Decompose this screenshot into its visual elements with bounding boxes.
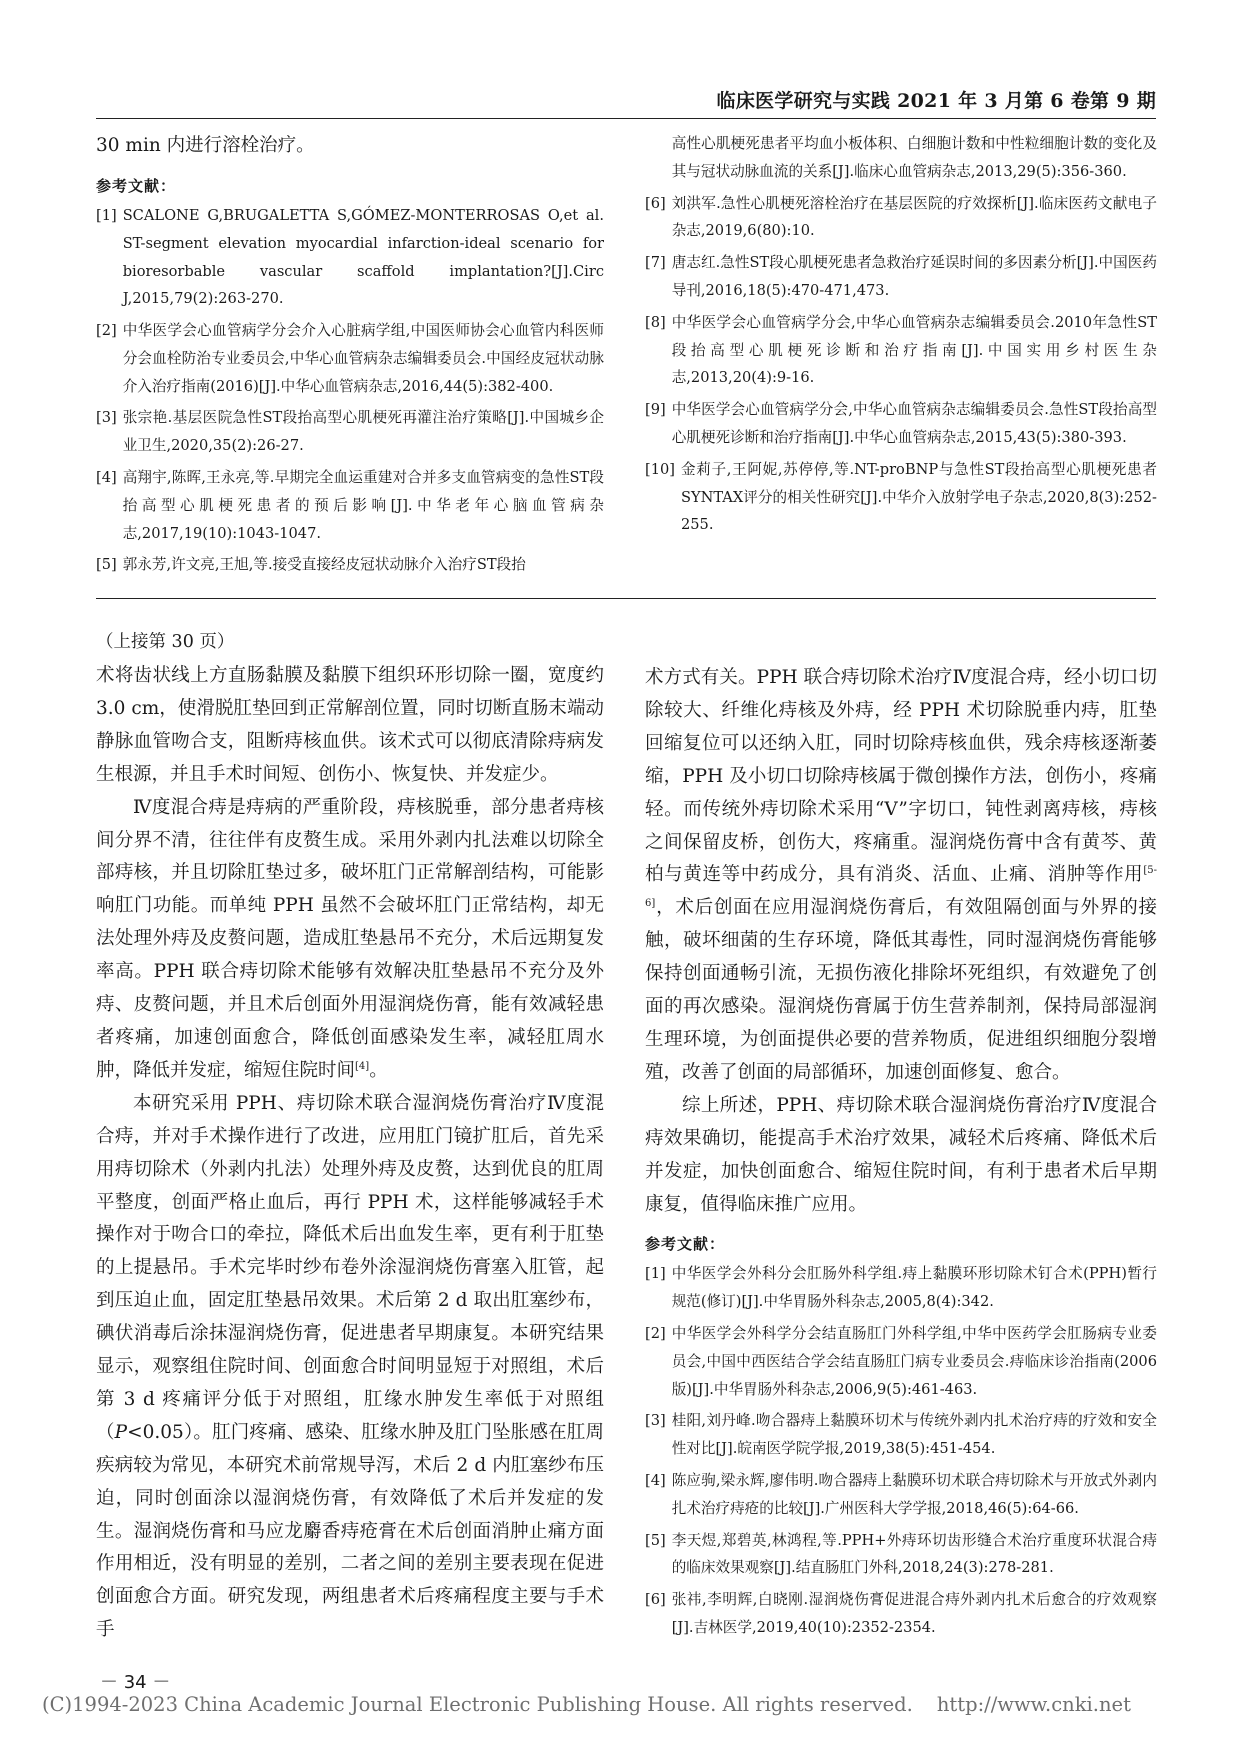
- reference-item-continued: [645, 130, 1157, 186]
- reference-text: 郭永芳,许文亮,王旭,等.接受直接经皮冠状动脉介入治疗ST段抬: [122, 556, 526, 574]
- copyright-text: (C)1994-2023 China Academic Journal Electronic Publishing House. All rights reserved.: [42, 1693, 913, 1716]
- reference-item: [645, 1407, 1157, 1463]
- page-number: － 34 －: [100, 1672, 171, 1693]
- reference-number: [8]: [645, 313, 666, 331]
- reference-item: [96, 317, 604, 400]
- reference-number: [10]: [645, 460, 675, 478]
- reference-item: [645, 249, 1157, 305]
- running-header: [96, 84, 1156, 119]
- reference-number: [6]: [645, 1591, 666, 1609]
- reference-text: 李天煜,郑碧英,林鸿程,等.PPH+外痔环切齿形缝合术治疗重度环状混合痔的临床效果观察[J].结直肠肛门外科,2018,24(3):278-281.: [671, 1531, 1157, 1577]
- reference-number: [9]: [645, 401, 666, 419]
- reference-item: [96, 202, 604, 313]
- reference-number: [4]: [96, 469, 117, 487]
- paragraph: [645, 662, 1157, 1090]
- paragraph-text: <0.05）。肛门疼痛、感染、肛缘水肿及肛门坠胀感在肛周疾病较为常见，本研究术前常规导泻，术后 2 d 内肛塞纱布压迫，同时创面涂以湿润烧伤膏，有效降低了术后并发症的发生。湿润烧伤膏和马应龙麝香痔疮膏在术后创面消肿止痛方面作用相近，没有明显的差别，二者之间的差别主要表现在促进创面愈合方面。研究发现，两组患者术后疼痛程度主要与手术手: [96, 1421, 604, 1641]
- reference-number: [2]: [96, 322, 117, 340]
- reference-text: 桂阳,刘丹峰.吻合器痔上黏膜环切术与传统外剥内扎术治疗痔的疗效和安全性对比[J].皖南医学院学报,2019,38(5):451-454.: [671, 1412, 1157, 1458]
- reference-item: [645, 1467, 1157, 1523]
- reference-item: [645, 456, 1157, 539]
- reference-text: 金莉子,王阿妮,苏停停,等.NT-proBNP与急性ST段抬高型心肌梗死患者SYNTAX评分的相关性研究[J].中华介入放射学电子杂志,2020,8(3):252-255.: [680, 460, 1157, 534]
- p-value-symbol: P: [114, 1421, 128, 1443]
- reference-list-top-left: [96, 202, 604, 579]
- reference-number: [5]: [96, 556, 117, 574]
- reference-text: SCALONE G,BRUGALETTA S,GÓMEZ-MONTERROSAS O,et al. ST-segment elevation myocardial infarction-ideal scenario for bioresorbable vascular scaffold implantation?[J].Circ J,2015,79(2):263-270.: [122, 206, 604, 308]
- reference-item: [645, 1260, 1157, 1316]
- reference-text: 陈应驹,梁永辉,廖伟明.吻合器痔上黏膜环切术联合痔切除术与开放式外剥内扎术治疗痔疮的比较[J].广州医科大学学报,2018,46(5):64-66.: [671, 1471, 1157, 1517]
- bottom-left-column: [96, 628, 604, 1647]
- reference-item: [96, 404, 604, 460]
- citation-marker: [5-6]: [645, 865, 1157, 910]
- references-heading: 参考文献：: [645, 1235, 726, 1254]
- reference-text: 中华医学会心血管病学分会,中华心血管病杂志编辑委员会.2010年急性ST段抬高型心肌梗死诊断和治疗指南[J].中国实用乡村医生杂志,2013,20(4):9-16.: [671, 313, 1157, 387]
- paragraph-text: Ⅳ度混合痔是痔病的严重阶段，痔核脱垂，部分患者痔核间分界不清，往往伴有皮赘生成。采用外剥内扎法难以切除全部痔核，并且切除肛垫过多，破坏肛门正常解剖结构，可能影响肛门功能。而单纯 PPH 虽然不会破坏肛门正常结构，却无法处理外痔及皮赘问题，造成肛垫悬吊不充分，术后远期复发率高。PPH 联合痔切除术能够有效解决肛垫悬吊不充分及外痔、皮赘问题，并且术后创面外用湿润烧伤膏，能有效减轻患者疼痛，加速创面愈合，降低创面感染发生率，减轻肛周水肿，降低并发症，缩短住院时间: [96, 796, 604, 1081]
- paragraph-text: 术方式有关。PPH 联合痔切除术治疗Ⅳ度混合痔，经小切口切除较大、纤维化痔核及外痔，经 PPH 术切除脱垂内痔，肛垫回缩复位可以还纳入肛，同时切除痔核血供，残余痔核逐渐萎缩，PPH 及小切口切除痔核属于微创操作方法，创伤小，疼痛轻。而传统外痔切除术采用“V”字切口，钝性剥离痔核，痔核之间保留皮桥，创伤大，疼痛重。湿润烧伤膏中含有黄芩、黄柏与黄连等中药成分，具有消炎、活血、止痛、消肿等作用: [645, 667, 1157, 886]
- journal-title: 临床医学研究与实践 2021 年 3 月第 6 卷第 9 期: [716, 90, 1156, 112]
- reference-number: [1]: [96, 206, 117, 224]
- reference-list-bottom: [645, 1260, 1157, 1641]
- citation-marker: [4]: [355, 1060, 370, 1072]
- conclusion-paragraph: 综上所述，PPH、痔切除术联合湿润烧伤膏治疗Ⅳ度混合痔效果确切，能提高手术治疗效果，减轻术后疼痛、降低术后并发症，加快创面愈合、缩短住院时间，有利于患者术后早期康复，值得临床推广应用。: [645, 1094, 1157, 1215]
- reference-text: 刘洪军.急性心肌梗死溶栓治疗在基层医院的疗效探析[J].临床医药文献电子杂志,2019,6(80):10.: [671, 194, 1157, 240]
- copyright-footer: [42, 1693, 1131, 1716]
- reference-text: 张祎,李明辉,白晓刚.湿润烧伤膏促进混合痔外剥内扎术后愈合的疗效观察[J].吉林医学,2019,40(10):2352-2354.: [671, 1591, 1157, 1636]
- reference-text: 张宗艳.基层医院急性ST段抬高型心肌梗死再灌注治疗策略[J].中国城乡企业卫生,2020,35(2):26-27.: [122, 409, 604, 455]
- reference-number: [5]: [645, 1531, 666, 1549]
- reference-item: [645, 309, 1157, 392]
- reference-number: [6]: [645, 194, 666, 212]
- reference-text: 高性心肌梗死患者平均血小板体积、白细胞计数和中性粒细胞计数的变化及其与冠状动脉血流的关系[J].临床心血管病杂志,2013,29(5):356-360.: [671, 135, 1157, 180]
- intro-sentence: 30 min 内进行溶栓治疗。: [96, 135, 315, 156]
- paragraph-text: 。: [369, 1059, 388, 1081]
- reference-text: 中华医学会心血管病学分会,中华心血管病杂志编辑委员会.急性ST段抬高型心肌梗死诊断和治疗指南[J].中华心血管病杂志,2015,43(5):380-393.: [671, 401, 1157, 446]
- reference-text: 唐志红.急性ST段心肌梗死患者急救治疗延误时间的多因素分析[J].中国医药导刊,2016,18(5):470-471,473.: [671, 254, 1157, 299]
- reference-list-top-right: [645, 130, 1157, 539]
- reference-item: [645, 1527, 1157, 1583]
- paragraph-text: ，术后创面在应用湿润烧伤膏后，有效阻隔创面与外界的接触，破坏细菌的生存环境，降低其毒性，同时湿润烧伤膏能够保持创面通畅引流，无损伤液化排除坏死组织，有效避免了创面的再次感染。湿润烧伤膏属于仿生营养制剂，保持局部湿润生理环境，为创面提供必要的营养物质，促进组织细胞分裂增殖，改善了创面的局部循环，加速创面修复、愈合。: [645, 897, 1157, 1083]
- paragraph-text: 本研究采用 PPH、痔切除术联合湿润烧伤膏治疗Ⅳ度混合痔，并对手术操作进行了改进，应用肛门镜扩肛后，首先采用痔切除术（外剥内扎法）处理外痔及皮赘，达到优良的肛周平整度，创面严格止血后，再行 PPH 术，这样能够减轻手术操作对于吻合口的牵拉，降低术后出血发生率，更有利于肛垫的上提悬吊。手术完毕时纱布卷外涂湿润烧伤膏塞入肛管，起到压迫止血，固定肛垫悬吊效果。术后第 2 d 取出肛塞纱布，碘伏消毒后涂抹湿润烧伤膏，促进患者早期康复。本研究结果显示，观察组住院时间、创面愈合时间明显短于对照组，术后第 3 d 疼痛评分低于对照组，肛缘水肿发生率低于对照组（: [96, 1092, 604, 1443]
- references-heading: 参考文献：: [96, 176, 177, 195]
- reference-item: [96, 464, 604, 547]
- reference-number: [1]: [645, 1265, 666, 1283]
- reference-item: [645, 190, 1157, 246]
- reference-number: [2]: [645, 1325, 666, 1342]
- top-left-column: [96, 130, 604, 583]
- reference-item: [645, 1586, 1157, 1642]
- bottom-right-column: [645, 662, 1157, 1646]
- section-divider: [96, 598, 1156, 599]
- reference-text: 中华医学会心血管病学分会介入心脏病学组,中国医师协会心血管内科医师分会血栓防治专业委员会,中华心血管病杂志编辑委员会.中国经皮冠状动脉介入治疗指南(2016)[J].中华心血管病杂志,2016,44(5):382-400.: [122, 322, 604, 395]
- footer-link[interactable]: http://www.cnki.net: [936, 1693, 1131, 1716]
- paragraph: 术将齿状线上方直肠黏膜及黏膜下组织环形切除一圈，宽度约 3.0 cm，使滑脱肛垫回到正常解剖位置，同时切断直肠末端动静脉血管吻合支，阻断痔核血供。该术式可以彻底清除痔病发生根源，并且手术时间短、创伤小、恢复快、并发症少。: [96, 665, 604, 785]
- reference-text: 中华医学会外科学分会结直肠肛门外科学组,中华中医药学会肛肠病专业委员会,中国中西医结合学会结直肠肛门病专业委员会.痔临床诊治指南(2006版)[J].中华胃肠外科杂志,2006,9(5):461-463.: [671, 1325, 1157, 1398]
- reference-number: [4]: [645, 1471, 666, 1489]
- paragraph: [96, 1088, 604, 1647]
- reference-text: 高翔宇,陈晖,王永亮,等.早期完全血运重建对合并多支血管病变的急性ST段抬高型心肌梗死患者的预后影响[J].中华老年心脑血管病杂志,2017,19(10):1043-1047.: [122, 469, 604, 542]
- reference-number: [7]: [645, 254, 666, 272]
- reference-text: 中华医学会外科分会肛肠外科学组.痔上黏膜环形切除术钉合术(PPH)暂行规范(修订)[J].中华胃肠外科杂志,2005,8(4):342.: [671, 1265, 1157, 1311]
- reference-item: [645, 396, 1157, 452]
- paragraph: [96, 792, 604, 1088]
- reference-item: [96, 551, 604, 579]
- reference-item: [645, 1320, 1157, 1403]
- continued-from-note: （上接第 30 页）: [96, 632, 235, 652]
- top-right-column: [645, 130, 1157, 543]
- reference-number: [3]: [645, 1412, 666, 1430]
- reference-number: [3]: [96, 409, 117, 427]
